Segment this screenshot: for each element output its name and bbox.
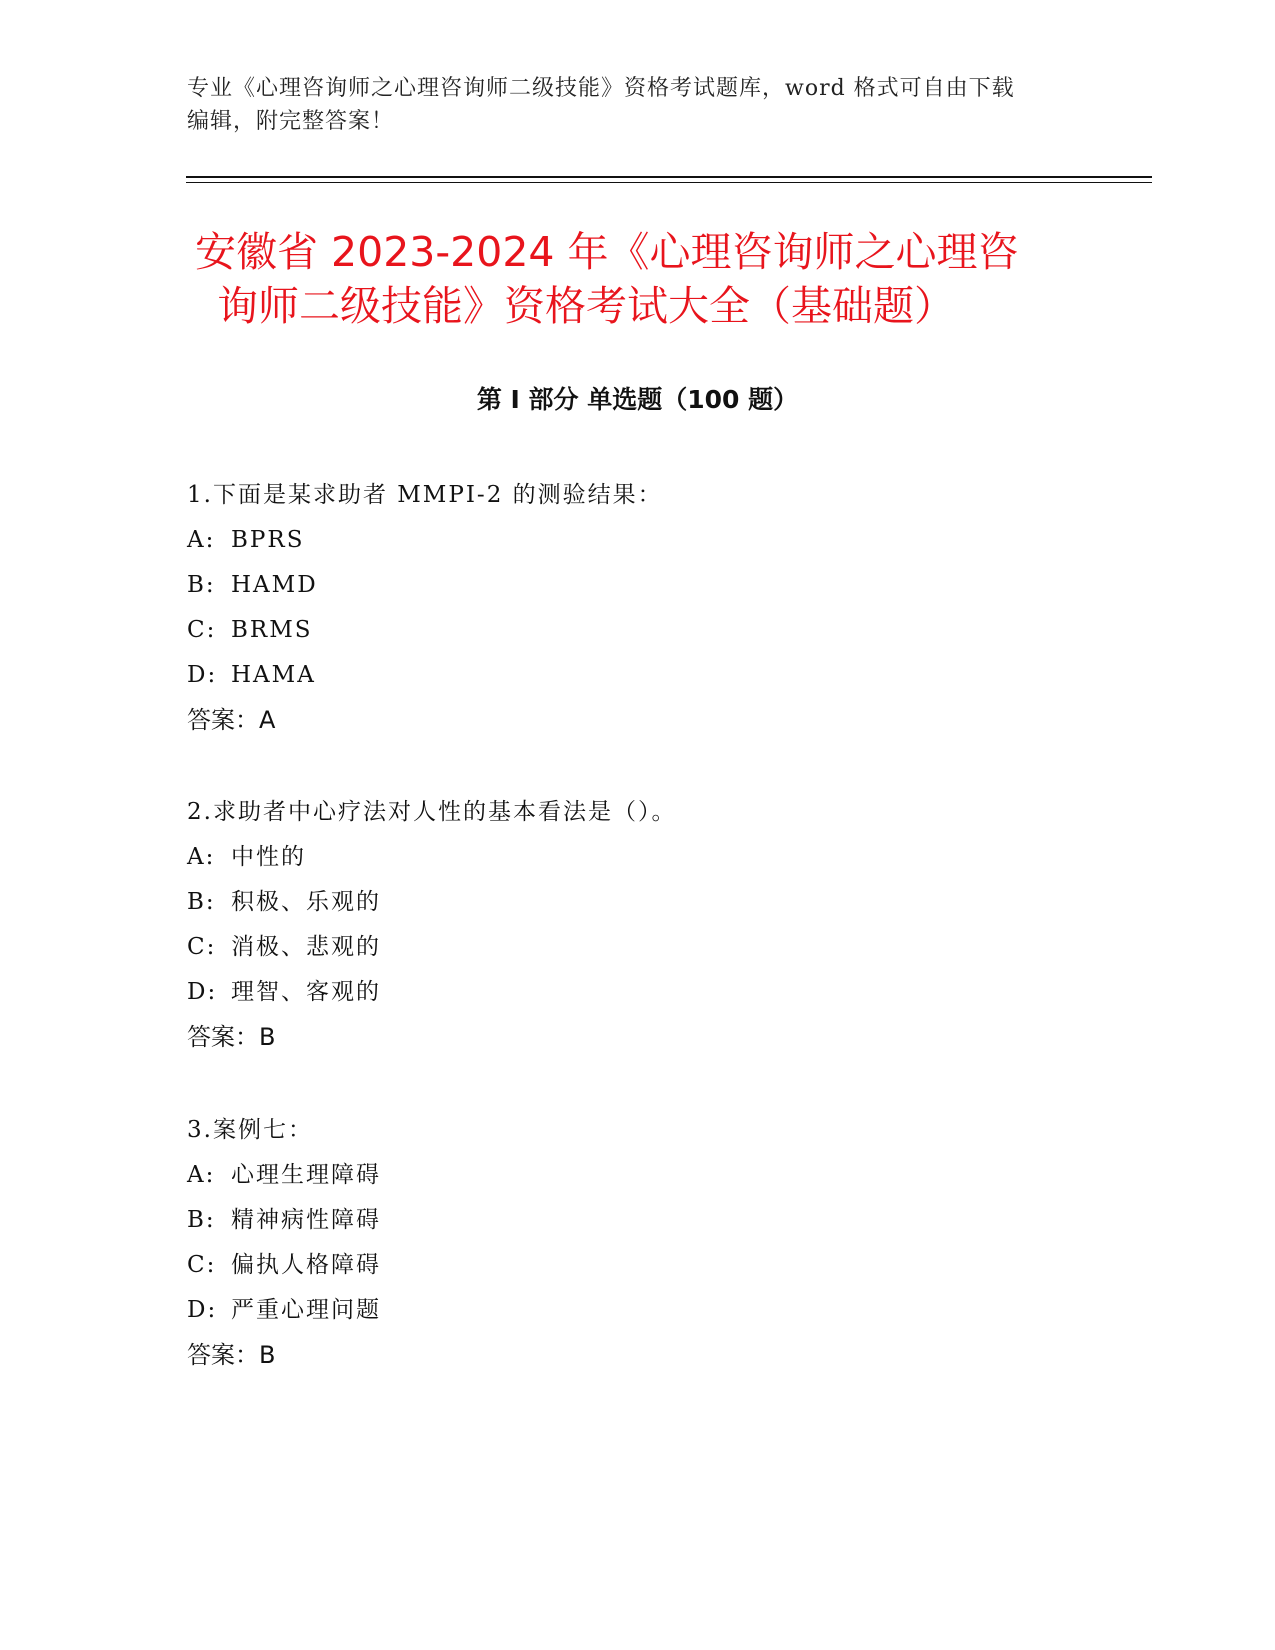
answer-line: 答案：B (187, 1023, 276, 1051)
option-text: 偏执人格障碍 (231, 1252, 381, 1278)
option-letter: D: (187, 1297, 218, 1323)
option-letter: D: (187, 979, 218, 1005)
option-letter: B: (187, 889, 216, 915)
option-b (187, 1198, 1087, 1243)
question-3 (187, 1108, 1087, 1378)
option-text: 积极、乐观的 (231, 889, 381, 915)
option-letter: A: (187, 527, 216, 553)
header-divider-thick (186, 176, 1152, 178)
section-heading: 第 I 部分 单选题（100 题） (476, 385, 799, 414)
option-text: 心理生理障碍 (231, 1162, 381, 1188)
header-note (187, 72, 1087, 138)
header-note-line1: 专业《心理咨询师之心理咨询师二级技能》资格考试题库，word 格式可自由下载 (187, 76, 1015, 101)
option-letter: A: (187, 1162, 216, 1188)
option-a (187, 1153, 1087, 1198)
option-d (187, 1288, 1087, 1333)
option-text: HAMA (231, 662, 316, 688)
option-text: 消极、悲观的 (231, 934, 381, 960)
option-text: BPRS (231, 527, 305, 553)
option-b (187, 563, 1087, 608)
header-divider-thin (186, 182, 1152, 183)
option-b (187, 880, 1087, 925)
document-title-line2: 询师二级技能》资格考试大全（基础题） (217, 282, 955, 330)
option-a (187, 518, 1087, 563)
option-d (187, 653, 1087, 698)
option-text: HAMD (231, 572, 318, 598)
option-a (187, 835, 1087, 880)
question-stem: 1.下面是某求助者 MMPI-2 的测验结果： (187, 482, 663, 508)
option-letter: C: (187, 934, 217, 960)
question-stem: 3.案例七： (187, 1117, 313, 1143)
header-note-line2: 编辑，附完整答案！ (187, 109, 395, 134)
option-text: BRMS (231, 617, 313, 643)
document-title-line1: 安徽省 2023-2024 年《心理咨询师之心理咨 (195, 228, 1019, 276)
document-title (195, 225, 1095, 333)
option-text: 中性的 (231, 844, 306, 870)
option-letter: D: (187, 662, 218, 688)
option-c (187, 925, 1087, 970)
option-d (187, 970, 1087, 1015)
question-2 (187, 790, 1087, 1060)
option-letter: A: (187, 844, 216, 870)
option-letter: C: (187, 1252, 217, 1278)
option-text: 精神病性障碍 (231, 1207, 381, 1233)
option-c (187, 608, 1087, 653)
option-c (187, 1243, 1087, 1288)
answer-line: 答案：B (187, 1341, 276, 1369)
option-text: 严重心理问题 (231, 1297, 381, 1323)
question-1 (187, 473, 1087, 743)
question-stem: 2.求助者中心疗法对人性的基本看法是（）。 (187, 799, 677, 825)
option-letter: B: (187, 1207, 216, 1233)
option-letter: C: (187, 617, 217, 643)
option-text: 理智、客观的 (231, 979, 381, 1005)
option-letter: B: (187, 572, 216, 598)
answer-line: 答案：A (187, 706, 276, 734)
